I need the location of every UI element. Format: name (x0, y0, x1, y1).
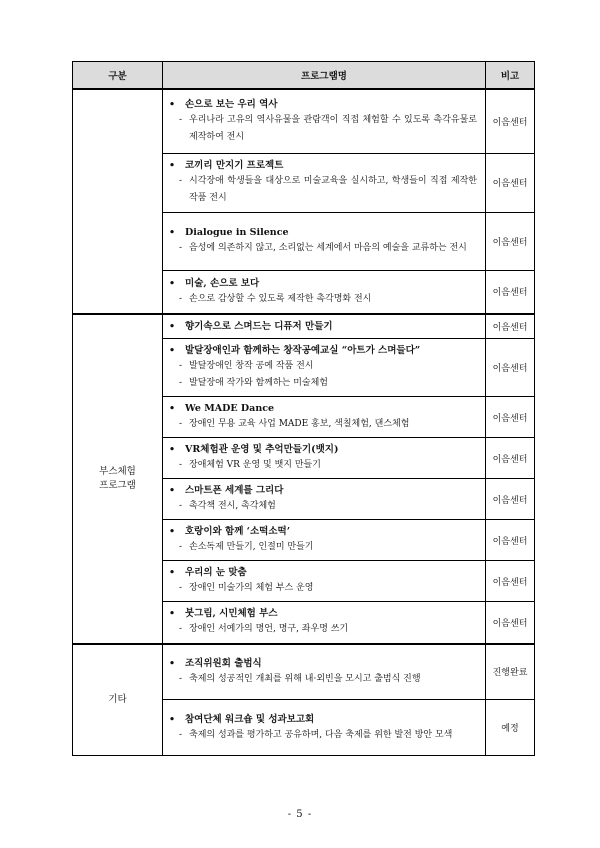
program-detail-text: 축제의 성과를 평가하고 공유하며, 다음 축제를 위한 발전 방안 모색 (189, 729, 453, 740)
program-title-text: 코끼리 만지기 프로젝트 (185, 160, 284, 171)
note-cell: 이음센터 (486, 212, 535, 270)
program-cell (163, 479, 486, 520)
program-cell (163, 270, 486, 314)
program-title-text: 참여단체 워크숍 및 성과보고회 (185, 713, 315, 725)
program-title (169, 343, 477, 358)
program-cell (163, 700, 486, 756)
program-title-text: 손으로 보는 우리 역사 (185, 98, 278, 110)
program-cell (163, 89, 486, 153)
program-detail (169, 240, 477, 257)
program-cell (163, 339, 486, 397)
program-detail (169, 580, 477, 597)
program-cell (163, 397, 486, 438)
header-category: 구분 (73, 62, 163, 90)
program-title (169, 276, 477, 291)
note-cell: 이음센터 (486, 270, 535, 314)
bullet-icon: • (169, 98, 176, 110)
note-cell: 이음센터 (486, 397, 535, 438)
note-cell: 이음센터 (486, 89, 535, 153)
bullet-icon: • (169, 713, 176, 725)
category-cell: 부스체험 프로그램 (73, 314, 163, 644)
program-detail (169, 112, 477, 146)
category-cell (73, 89, 163, 314)
page-number: - 5 - (287, 809, 313, 820)
program-title (169, 712, 477, 727)
program-cell (163, 602, 486, 644)
table-row (73, 314, 535, 339)
program-detail (169, 498, 477, 515)
note-cell: 이음센터 (486, 438, 535, 479)
program-detail (169, 375, 477, 392)
program-title (169, 442, 477, 457)
program-title (169, 97, 477, 112)
dash-icon: - (179, 460, 183, 470)
bullet-icon: • (169, 657, 176, 669)
program-title (169, 225, 477, 240)
program-detail (169, 416, 477, 433)
program-detail-text: 장애인 서예가의 명언, 명구, 좌우명 쓰기 (189, 624, 349, 635)
dash-icon: - (179, 243, 183, 253)
dash-icon: - (179, 729, 183, 740)
dash-icon: - (179, 293, 183, 304)
note-cell: 이음센터 (486, 314, 535, 339)
note-cell: 이음센터 (486, 153, 535, 212)
program-title-text: We MADE Dance (185, 403, 275, 414)
note-cell: 예정 (486, 700, 535, 756)
program-detail-text: 촉각책 전시, 촉각체험 (189, 501, 276, 511)
program-title-text: 우리의 눈 맞춤 (185, 567, 247, 578)
bullet-icon: • (169, 345, 176, 356)
program-cell (163, 561, 486, 602)
program-detail-text: 축제의 성공적인 개최를 위해 내·외빈을 모시고 출범식 진행 (189, 673, 421, 684)
program-title-text: 붓그림, 시민체험 부스 (185, 608, 278, 620)
category-cell: 기타 (73, 644, 163, 756)
program-title-text: 미술, 손으로 보다 (185, 277, 260, 289)
program-cell (163, 314, 486, 339)
note-cell: 이음센터 (486, 520, 535, 561)
program-detail-text: 장애인 무용 교육 사업 MADE 홍보, 색칠체험, 댄스체험 (189, 419, 410, 429)
bullet-icon: • (169, 277, 176, 289)
dash-icon: - (179, 361, 183, 371)
bullet-icon: • (169, 321, 176, 332)
program-detail-text: 장애체험 VR 운영 및 뱃지 만들기 (189, 460, 321, 470)
dash-icon: - (179, 673, 183, 684)
program-title (169, 483, 477, 498)
bullet-icon: • (169, 567, 176, 578)
program-detail-text: 우리나라 고유의 역사유물을 관람객이 직접 체험할 수 있도록 촉각유물로 제작하여 전시 (189, 114, 477, 142)
program-detail (169, 727, 477, 744)
program-title (169, 565, 477, 580)
bullet-icon: • (169, 526, 176, 537)
program-detail-text: 장애인 미술가의 체험 부스 운영 (189, 583, 314, 593)
program-cell (163, 644, 486, 700)
program-detail-text: 발달장애 작가와 함께하는 미술체험 (189, 378, 328, 388)
program-title-text: 발달장애인과 함께하는 창작공예교실 “아트가 스며들다” (185, 345, 421, 356)
program-detail (169, 291, 477, 308)
program-detail-text: 음성에 의존하지 않고, 소리없는 세계에서 마음의 예술을 교류하는 전시 (189, 243, 467, 253)
program-detail (169, 173, 477, 207)
bullet-icon: • (169, 444, 176, 455)
dash-icon: - (179, 583, 183, 593)
program-cell (163, 438, 486, 479)
table-header-row (73, 62, 535, 90)
program-detail (169, 539, 477, 556)
table-row (73, 644, 535, 700)
program-table (72, 61, 535, 756)
bullet-icon: • (169, 608, 176, 620)
program-detail (169, 457, 477, 474)
program-cell (163, 153, 486, 212)
dash-icon: - (179, 176, 183, 186)
program-title (169, 656, 477, 671)
program-title (169, 606, 477, 621)
note-cell: 이음센터 (486, 479, 535, 520)
program-title (169, 158, 477, 173)
note-cell: 진행완료 (486, 644, 535, 700)
program-detail (169, 358, 477, 375)
table-body (73, 89, 535, 756)
note-cell: 이음센터 (486, 561, 535, 602)
note-cell: 이음센터 (486, 602, 535, 644)
program-detail (169, 621, 477, 638)
program-detail-text: 손소독제 만들기, 인절미 만들기 (189, 542, 314, 552)
bullet-icon: • (169, 485, 176, 496)
program-cell (163, 520, 486, 561)
program-detail-text: 발달장애인 창작 공예 작품 전시 (189, 361, 314, 371)
program-title (169, 401, 477, 416)
program-title-text: 스마트폰 세계를 그리다 (185, 485, 284, 496)
dash-icon: - (179, 501, 183, 511)
bullet-icon: • (169, 403, 176, 414)
program-title-text: Dialogue in Silence (185, 227, 289, 238)
program-title-text: 호랑이와 함께 ‘소떡소떡’ (185, 526, 290, 537)
header-program: 프로그램명 (163, 62, 486, 90)
program-title-text: 조직위원회 출범식 (185, 657, 262, 669)
bullet-icon: • (169, 160, 176, 171)
bullet-icon: • (169, 227, 176, 238)
program-detail-text: 손으로 감상할 수 있도록 제작한 촉각명화 전시 (189, 293, 372, 304)
header-note: 비고 (486, 62, 535, 90)
program-title-text: 향기속으로 스며드는 디퓨저 만들기 (185, 321, 333, 332)
table-row (73, 89, 535, 153)
dash-icon: - (179, 624, 183, 635)
note-cell: 이음센터 (486, 339, 535, 397)
program-detail-text: 시각장애 학생들을 대상으로 미술교육을 실시하고, 학생들이 직접 제작한 작품 전시 (189, 176, 477, 203)
dash-icon: - (179, 114, 183, 125)
program-title-text: VR체험관 운영 및 추억만들기(뱃지) (185, 444, 339, 455)
program-title (169, 319, 477, 334)
program-detail (169, 671, 477, 688)
program-title (169, 524, 477, 539)
dash-icon: - (179, 542, 183, 552)
program-cell (163, 212, 486, 270)
dash-icon: - (179, 378, 183, 388)
dash-icon: - (179, 419, 183, 429)
